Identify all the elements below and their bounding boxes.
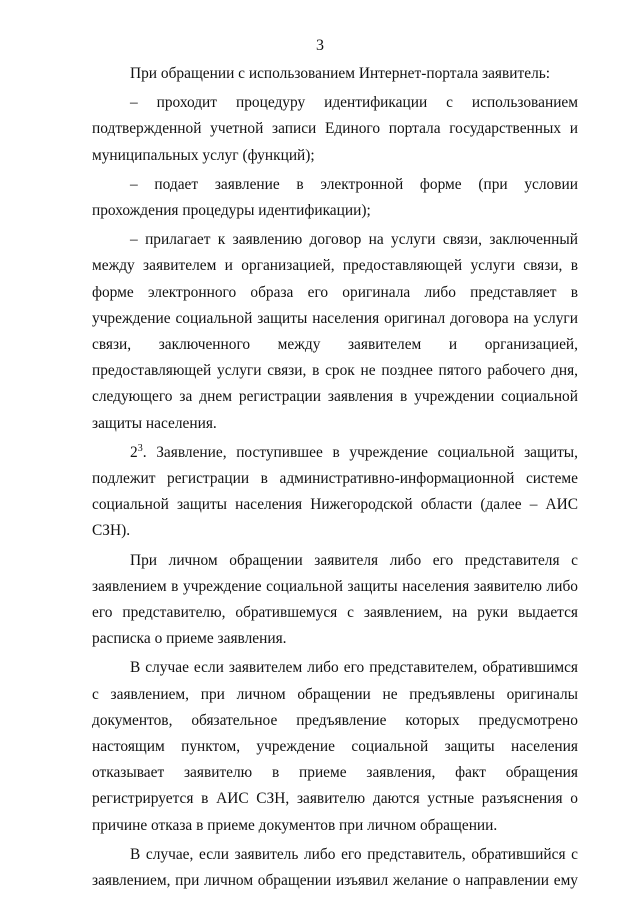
section-number-superscript: 3 bbox=[137, 442, 143, 454]
paragraph-request-direction: В случае, если заявитель либо его представитель, обратившийся с заявлением, при личном обращении изъявил желание о направлении ему bbox=[92, 845, 578, 890]
paragraph-refusal: В случае если заявителем либо его представителем, обратившимся с заявлением, при личном обращении не предъявлены оригиналы документов, обязательное предъявление которых предусмотрено настоящим пунктом, учреждение социальной защиты населения отказывает заявителю в приеме заявления, факт обращения регистрируется в АИС СЗН, заявителю даются устные разъяснения о причине отказа в приеме документов при личном обращении. bbox=[92, 659, 578, 834]
paragraph-personal-visit: При личном обращении заявителя либо его представителя с заявлением в учреждение социальной защиты населения заявителю либо его представителю, обратившемуся с заявлением, на руки выдается расписка о приеме заявления. bbox=[92, 551, 578, 648]
paragraph-portal-intro: При обращении с использованием Интернет-портала заявитель: bbox=[130, 65, 551, 82]
section-number: 2 bbox=[130, 443, 138, 461]
document-body bbox=[92, 61, 578, 897]
paragraph-registration-text: . Заявление, поступившее в учреждение социальной защиты, подлежит регистрации в административно-информационной системе социальной защиты населения Нижегородской области (далее – АИС СЗН). bbox=[92, 443, 578, 540]
paragraph-contract: – прилагает к заявлению договор на услуги связи, заключенный между заявителем и организацией, предоставляющей услуги связи, в форме электронного образа его оригинала либо представляет в учреждение социальной защиты населения оригинал договора на услуги связи, заключенного между заявителем и организацией, предоставляющей услуги связи, в срок не позднее пятого рабочего дня, следующего за днем регистрации заявления в учреждении социальной защиты населения. bbox=[92, 231, 578, 432]
paragraph-registration bbox=[92, 440, 578, 545]
page-number: 3 bbox=[316, 37, 324, 54]
paragraph-electronic-form: – подает заявление в электронной форме (при условии прохождения процедуры идентификации); bbox=[92, 175, 578, 220]
paragraph-identification: – проходит процедуру идентификации с использованием подтвержденной учетной записи Единого портала государственных и муниципальных услуг (функций); bbox=[92, 94, 578, 164]
